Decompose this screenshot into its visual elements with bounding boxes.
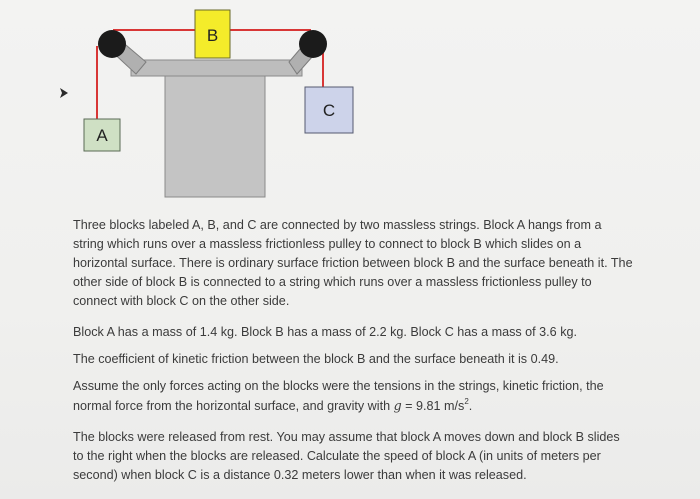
- problem-question: The blocks were released from rest. You may assume that block A moves down and block B slides to the right when the blocks are released. Calculate the speed of block A (in units of meters per second) when block C is a distance 0.32 meters lower than when it was released.: [73, 430, 620, 482]
- problem-intro: Three blocks labeled A, B, and C are connected by two massless strings. Block A hangs from a string which runs over a massless frictionless pulley to connect to block B which slides on a horizontal surface. There is ordinary surface friction between block B and the surface beneath it. The other side of block B is connected to a string which runs over a massless frictionless pulley to connect with block C on the other side.: [73, 218, 633, 308]
- table-top: [131, 60, 302, 76]
- g-symbol: g: [393, 398, 402, 413]
- g-exponent: 2: [464, 396, 469, 406]
- g-value: = 9.81 m/s: [401, 399, 465, 413]
- forces-suffix: .: [468, 399, 473, 413]
- problem-friction: The coefficient of kinetic friction between the block B and the surface beneath it is 0.49.: [73, 352, 559, 366]
- problem-masses: Block A has a mass of 1.4 kg. Block B has a mass of 2.2 kg. Block C has a mass of 3.6 kg.: [73, 325, 577, 339]
- block-a-label: A: [96, 126, 108, 145]
- left-pulley: [98, 30, 126, 58]
- block-b-label: B: [206, 26, 219, 45]
- problem-text: [73, 216, 633, 497]
- block-c-label: C: [322, 101, 336, 120]
- right-pulley: [299, 30, 327, 58]
- mouse-pointer-icon: [60, 86, 70, 100]
- table-column: [165, 75, 265, 197]
- forces-prefix: Assume the only forces acting on the blocks were the tensions in the strings, kinetic friction, the normal force from the horizontal surface, and gravity with: [73, 379, 604, 413]
- problem-forces: [73, 377, 633, 416]
- pulley-diagram: [0, 0, 700, 210]
